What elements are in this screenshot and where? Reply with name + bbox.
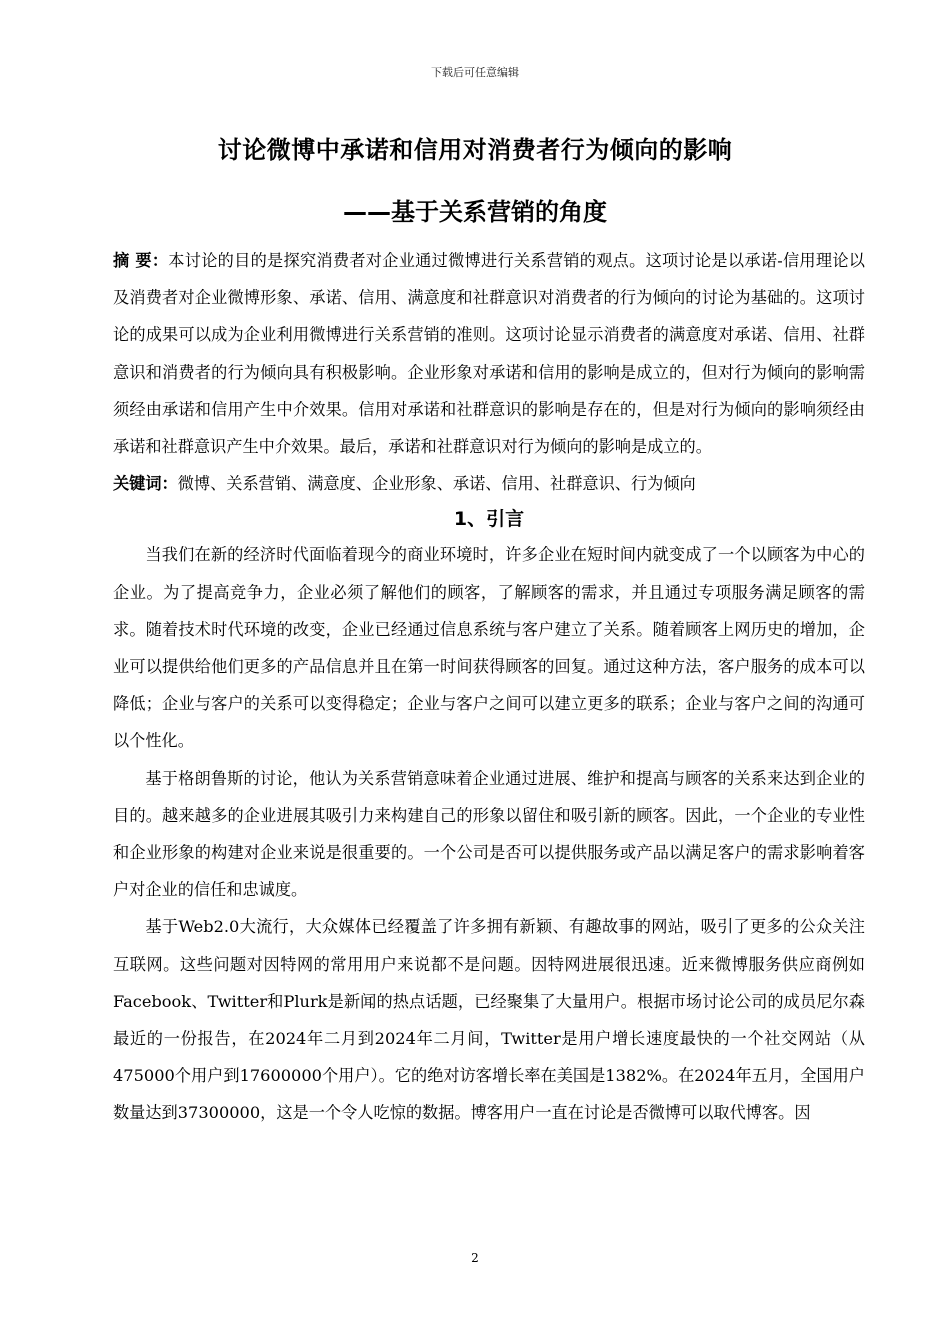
keywords-paragraph xyxy=(113,465,865,502)
keywords-text: 微博、关系营销、满意度、企业形象、承诺、信用、社群意识、行为倾向 xyxy=(177,474,696,494)
abstract-text: 本讨论的目的是探究消费者对企业通过微博进行关系营销的观点。这项讨论是以承诺-信用理论以及消费者对企业微博形象、承诺、信用、满意度和社群意识对消费者的行为倾向的讨论为基础的。这项讨论的成果可以成为企业利用微博进行关系营销的准则。这项讨论显示消费者的满意度对承诺、信用、社群意识和消费者的行为倾向具有积极影响。企业形象对承诺和信用的影响是成立的，但对行为倾向的影响需须经由承诺和信用产生中介效果。信用对承诺和社群意识的影响是存在的，但是对行为倾向的影响须经由承诺和社群意识产生中介效果。最后，承诺和社群意识对行为倾向的影响是成立的。 xyxy=(113,251,865,457)
page-header: 下载后可任意编辑 xyxy=(431,66,519,79)
page-title: 讨论微博中承诺和信用对消费者行为倾向的影响 xyxy=(217,136,733,164)
keywords-label: 关键词： xyxy=(113,474,178,494)
page-number: 2 xyxy=(471,1251,479,1265)
body-paragraph: 基于格朗鲁斯的讨论，他认为关系营销意味着企业通过进展、维护和提高与顾客的关系来达到企业的目的。越来越多的企业进展其吸引力来构建自己的形象以留住和吸引新的顾客。因此，一个企业的专业性和企业形象的构建对企业来说是很重要的。一个公司是否可以提供服务或产品以满足客户的需求影响着客户对企业的信任和忠诚度。 xyxy=(113,768,865,900)
body-paragraph: 当我们在新的经济时代面临着现今的商业环境时，许多企业在短时间内就变成了一个以顾客为中心的企业。为了提高竞争力，企业必须了解他们的顾客，了解顾客的需求，并且通过专项服务满足顾客的需求。随着技术时代环境的改变，企业已经通过信息系统与客户建立了关系。随着顾客上网历史的增加，企业可以提供给他们更多的产品信息并且在第一时间获得顾客的回复。通过这种方法，客户服务的成本可以降低；企业与客户的关系可以变得稳定；企业与客户之间可以建立更多的联系；企业与客户之间的沟通可以个性化。 xyxy=(113,545,865,751)
page-subtitle: ——基于关系营销的角度 xyxy=(343,198,607,226)
abstract-label: 摘 要： xyxy=(113,251,169,270)
section-heading: 1、引言 xyxy=(453,508,525,531)
abstract-paragraph xyxy=(113,242,865,465)
document-body xyxy=(113,242,865,1132)
body-paragraph: 基于Web2.0大流行，大众媒体已经覆盖了许多拥有新颖、有趣故事的网站，吸引了更多的公众关注互联网。这些问题对因特网的常用用户来说都不是问题。因特网进展很迅速。近来微博服务供应商例如Facebook、Twitter和Plurk是新闻的热点话题，已经聚集了大量用户。根据市场讨论公司的成员尼尔森最近的一份报告，在2024年二月到2024年二月间，Twitter是用户增长速度最快的一个社交网站（从475000个用户到17600000个用户）。它的绝对访客增长率在美国是1382%。在2024年五月，全国用户数量达到37300000，这是一个令人吃惊的数据。博客用户一直在讨论是否微博可以取代博客。因 xyxy=(113,917,865,1123)
